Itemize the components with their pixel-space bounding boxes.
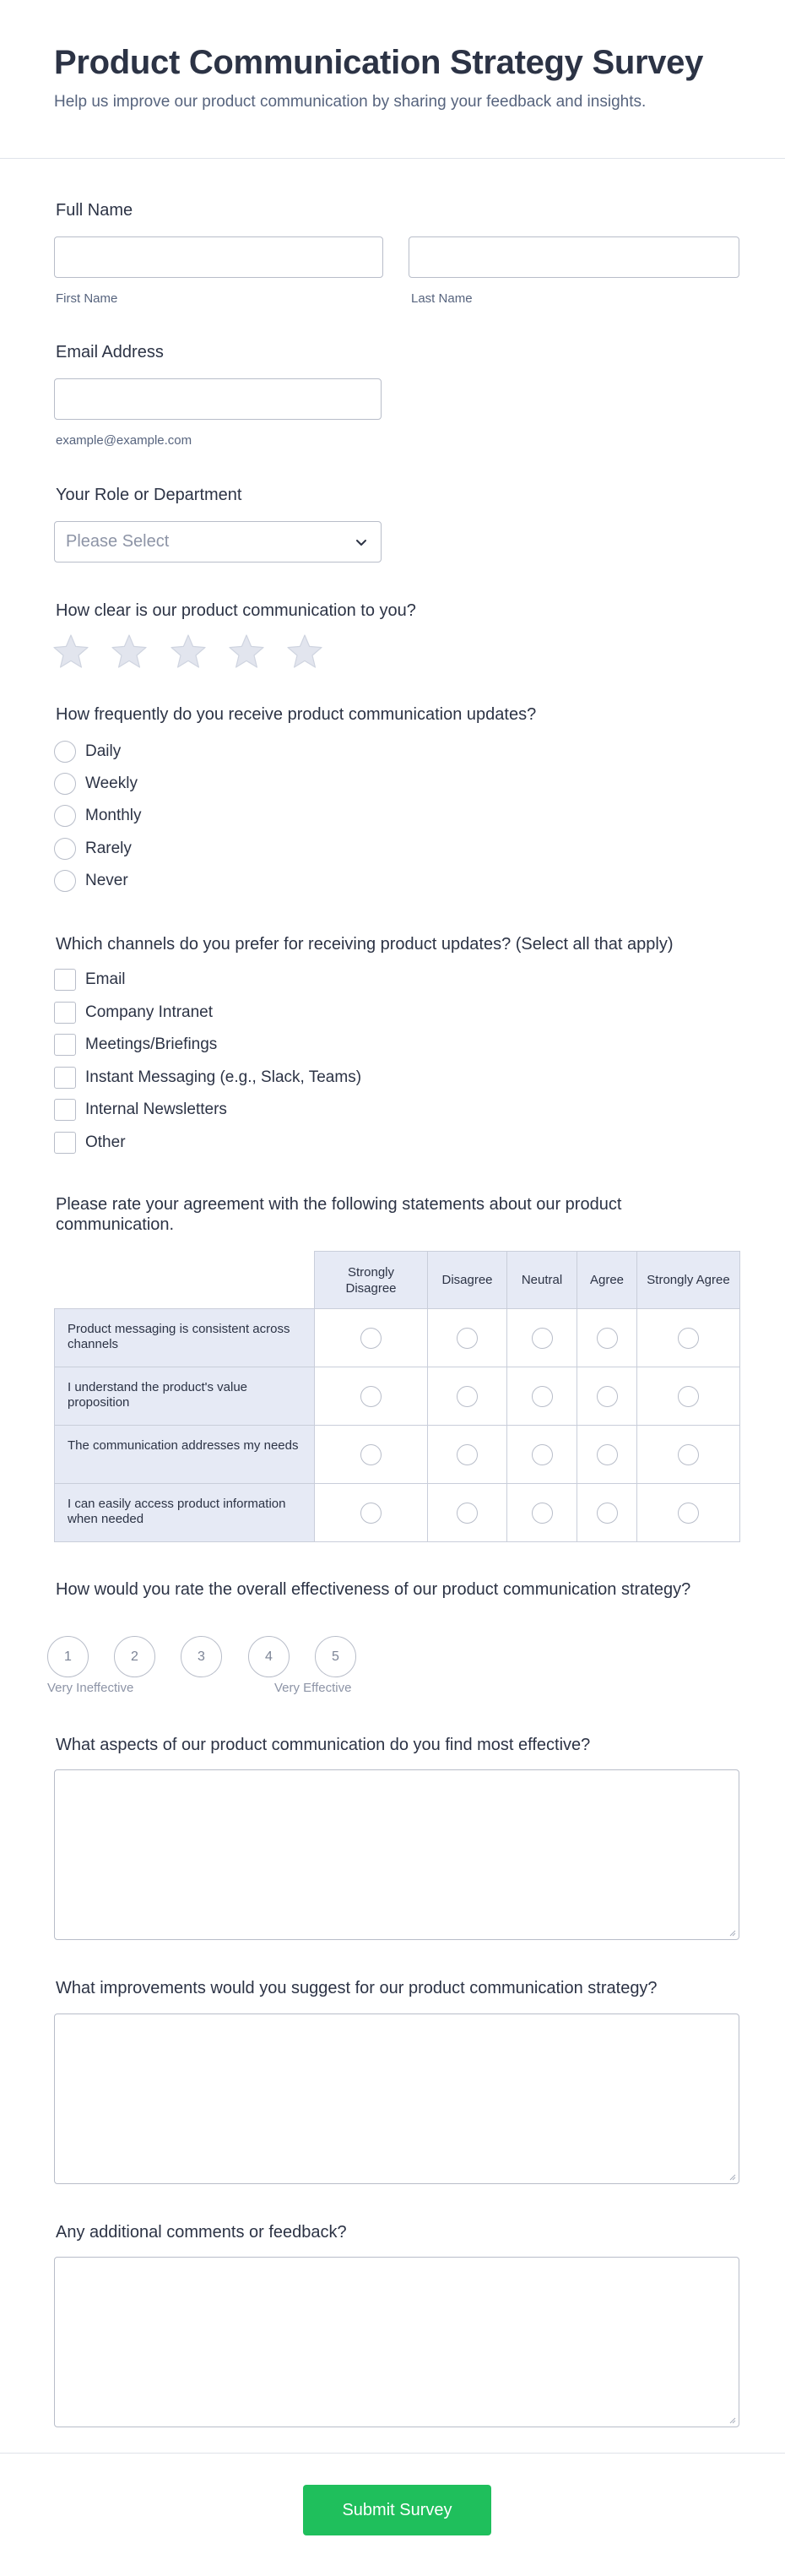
- matrix-radio-button[interactable]: [360, 1503, 382, 1524]
- radio-button[interactable]: [54, 838, 76, 860]
- footer-divider: [0, 2453, 785, 2454]
- matrix-radio-button[interactable]: [597, 1328, 618, 1349]
- resize-grip-icon[interactable]: [728, 2172, 736, 2181]
- checkbox[interactable]: [54, 1099, 76, 1121]
- matrix-radio-button[interactable]: [532, 1386, 553, 1407]
- page-subtitle: Help us improve our product communication by sharing your feedback and insights.: [54, 93, 647, 111]
- scale-option-4[interactable]: 4: [248, 1636, 290, 1677]
- matrix-radio-button[interactable]: [532, 1328, 553, 1349]
- radio-button[interactable]: [54, 741, 76, 763]
- matrix-cell[interactable]: [314, 1483, 428, 1542]
- matrix-cell[interactable]: [577, 1308, 637, 1367]
- effectiveness-label: How would you rate the overall effectiveness of our product communication strategy?: [56, 1580, 691, 1599]
- matrix-row-label: The communication addresses my needs: [54, 1425, 315, 1484]
- radio-button[interactable]: [54, 870, 76, 892]
- matrix-radio-button[interactable]: [597, 1444, 618, 1465]
- matrix-column-header: Neutral: [506, 1251, 577, 1309]
- checkbox[interactable]: [54, 1132, 76, 1154]
- last-name-sublabel: Last Name: [411, 291, 473, 306]
- checkbox-option-label: Company Intranet: [85, 1003, 214, 1021]
- checkbox-option-label: Instant Messaging (e.g., Slack, Teams): [85, 1068, 362, 1086]
- matrix-cell[interactable]: [577, 1483, 637, 1542]
- matrix-radio-button[interactable]: [597, 1503, 618, 1524]
- resize-grip-icon[interactable]: [728, 1928, 736, 1937]
- first-name-input[interactable]: [54, 236, 383, 278]
- aspects-textarea[interactable]: [54, 1769, 739, 1940]
- first-name-sublabel: First Name: [56, 291, 118, 306]
- email-sublabel: example@example.com: [56, 433, 192, 448]
- matrix-radio-button[interactable]: [532, 1503, 553, 1524]
- resize-grip-icon[interactable]: [728, 2416, 736, 2424]
- star-icon[interactable]: [228, 633, 265, 669]
- matrix-cell[interactable]: [314, 1308, 428, 1367]
- matrix-cell[interactable]: [506, 1425, 577, 1484]
- improvements-label: What improvements would you suggest for our product communication strategy?: [56, 1979, 658, 1997]
- matrix-column-header: Strongly Disagree: [314, 1251, 428, 1309]
- matrix-column-header: Disagree: [427, 1251, 507, 1309]
- form-header: [0, 0, 785, 159]
- star-icon[interactable]: [170, 633, 207, 669]
- matrix-row-label: I understand the product's value proposition: [54, 1367, 315, 1426]
- radio-button[interactable]: [54, 773, 76, 795]
- scale-option-5[interactable]: 5: [315, 1636, 356, 1677]
- last-name-input[interactable]: [409, 236, 739, 278]
- scale-option-3[interactable]: 3: [181, 1636, 222, 1677]
- channels-label: Which channels do you prefer for receiving product updates? (Select all that apply): [56, 935, 674, 954]
- checkbox-option-label: Other: [85, 1133, 126, 1151]
- matrix-cell[interactable]: [506, 1308, 577, 1367]
- email-input[interactable]: [54, 378, 382, 420]
- radio-option-label: Weekly: [85, 774, 138, 792]
- matrix-column-header: Strongly Agree: [636, 1251, 740, 1309]
- radio-option-label: Never: [85, 872, 128, 889]
- agreement-label: Please rate your agreement with the following statements about our product communication.: [56, 1195, 622, 1234]
- star-icon[interactable]: [286, 633, 323, 669]
- matrix-radio-button[interactable]: [597, 1386, 618, 1407]
- matrix-cell[interactable]: [427, 1367, 507, 1426]
- matrix-cell[interactable]: [314, 1425, 428, 1484]
- radio-option-label: Daily: [85, 742, 122, 760]
- matrix-column-header: Agree: [577, 1251, 637, 1309]
- matrix-radio-button[interactable]: [360, 1444, 382, 1465]
- star-icon[interactable]: [52, 633, 89, 669]
- matrix-cell[interactable]: [427, 1425, 507, 1484]
- matrix-cell[interactable]: [506, 1483, 577, 1542]
- matrix-cell[interactable]: [577, 1367, 637, 1426]
- role-label: Your Role or Department: [56, 486, 242, 504]
- matrix-radio-button[interactable]: [457, 1386, 478, 1407]
- comments-label: Any additional comments or feedback?: [56, 2223, 347, 2242]
- scale-high-label: Very Effective: [274, 1681, 352, 1695]
- matrix-cell[interactable]: [636, 1367, 740, 1426]
- matrix-cell[interactable]: [506, 1367, 577, 1426]
- matrix-radio-button[interactable]: [457, 1444, 478, 1465]
- checkbox[interactable]: [54, 1002, 76, 1024]
- matrix-row-label: I can easily access product information when needed: [54, 1483, 315, 1542]
- full-name-label: Full Name: [56, 201, 133, 220]
- matrix-radio-button[interactable]: [678, 1328, 699, 1349]
- matrix-cell[interactable]: [314, 1367, 428, 1426]
- agreement-matrix: [54, 1251, 739, 1541]
- email-label: Email Address: [56, 343, 164, 361]
- matrix-radio-button[interactable]: [457, 1328, 478, 1349]
- clarity-label: How clear is our product communication to you?: [56, 601, 416, 620]
- checkbox-option-label: Email: [85, 970, 126, 988]
- matrix-radio-button[interactable]: [532, 1444, 553, 1465]
- scale-low-label: Very Ineffective: [47, 1681, 134, 1695]
- matrix-radio-button[interactable]: [457, 1503, 478, 1524]
- matrix-cell[interactable]: [636, 1425, 740, 1484]
- matrix-cell[interactable]: [427, 1483, 507, 1542]
- scale-option-1[interactable]: 1: [47, 1636, 89, 1677]
- matrix-cell[interactable]: [427, 1308, 507, 1367]
- matrix-radio-button[interactable]: [678, 1386, 699, 1407]
- chevron-down-icon: [354, 535, 369, 550]
- improvements-textarea[interactable]: [54, 2014, 739, 2184]
- checkbox[interactable]: [54, 969, 76, 991]
- role-select[interactable]: [54, 521, 382, 562]
- comments-textarea[interactable]: [54, 2257, 739, 2427]
- matrix-radio-button[interactable]: [360, 1386, 382, 1407]
- role-select-placeholder: Please Select: [66, 532, 170, 551]
- radio-option-label: Monthly: [85, 807, 142, 824]
- matrix-cell[interactable]: [636, 1308, 740, 1367]
- matrix-radio-button[interactable]: [678, 1444, 699, 1465]
- frequency-label: How frequently do you receive product communication updates?: [56, 705, 537, 724]
- matrix-cell[interactable]: [636, 1483, 740, 1542]
- matrix-cell[interactable]: [577, 1425, 637, 1484]
- scale-option-2[interactable]: 2: [114, 1636, 155, 1677]
- star-icon[interactable]: [111, 633, 148, 669]
- matrix-row-label: Product messaging is consistent across channels: [54, 1308, 315, 1367]
- submit-button[interactable]: Submit Survey: [303, 2485, 491, 2535]
- checkbox-option-label: Internal Newsletters: [85, 1101, 227, 1118]
- radio-option-label: Rarely: [85, 840, 132, 857]
- page-title: Product Communication Strategy Survey: [54, 44, 704, 81]
- aspects-label: What aspects of our product communication do you find most effective?: [56, 1736, 591, 1754]
- matrix-radio-button[interactable]: [678, 1503, 699, 1524]
- matrix-radio-button[interactable]: [360, 1328, 382, 1349]
- radio-button[interactable]: [54, 805, 76, 827]
- checkbox[interactable]: [54, 1034, 76, 1056]
- checkbox[interactable]: [54, 1067, 76, 1089]
- checkbox-option-label: Meetings/Briefings: [85, 1035, 218, 1053]
